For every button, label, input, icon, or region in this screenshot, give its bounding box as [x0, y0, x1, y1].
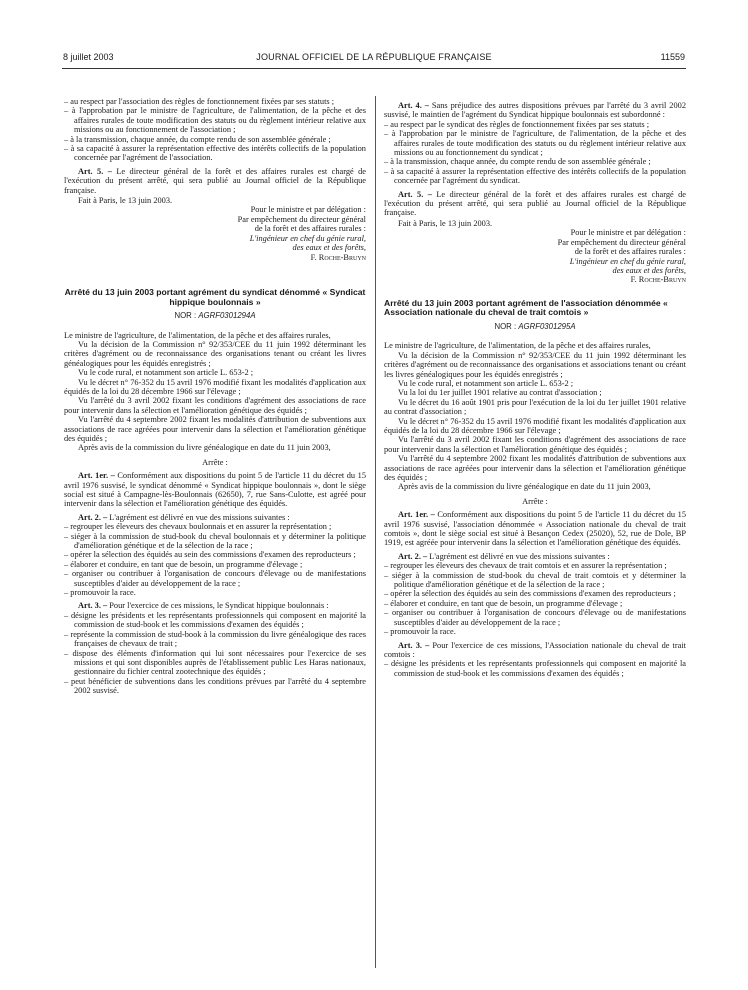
signature-line: Par empêchement du directeur général	[557, 237, 686, 247]
right-nor-reference	[384, 322, 686, 331]
list-item: – promouvoir la race.	[384, 627, 686, 636]
left-arrete-heading: Arrête :	[202, 457, 228, 467]
list-item: – siéger à la commission de stud-book du cheval de trait comtois et y déterminer la politique d'amélioration génétique et de la sélection de la race ;	[384, 571, 686, 590]
signature-line: de la forêt et des affaires rurales :	[254, 224, 366, 234]
left-article-3-list	[64, 611, 366, 696]
article-text: L'agrément est délivré en vue des missions suivantes :	[429, 551, 610, 561]
header-rule	[62, 68, 686, 69]
preamble-paragraph: Vu le code rural, et notamment son article L. 653-2 ;	[398, 378, 574, 388]
list-item: – opérer la sélection des équidés au sein des commissions d'examen des reproducteurs ;	[64, 550, 366, 559]
right-article-4	[384, 101, 686, 120]
right-decree-title: Arrêté du 13 juin 2003 portant agrément de l'association dénommée « Association nationale du cheval de trait comtois »	[384, 297, 668, 318]
nor-label: NOR :	[494, 321, 517, 331]
header-journal-title: JOURNAL OFFICIEL DE LA RÉPUBLIQUE FRANÇAISE	[256, 52, 492, 62]
preamble-paragraph: Vu le code rural, et notamment son article L. 653-2 ;	[78, 368, 254, 378]
nor-code: AGRF0301294A	[198, 311, 256, 321]
signature-line: Pour le ministre et par délégation :	[250, 205, 366, 215]
article-label: Art. 1er. –	[78, 471, 115, 481]
list-item: – organiser ou contribuer à l'organisation de concours d'élevage ou de manifestations susceptibles d'aider au développement de la race ;	[384, 608, 686, 627]
list-item: – à sa capacité à assurer la représentation effective des intérêts collectifs de la population concernée par l'agrément de l'association.	[64, 144, 366, 163]
article-text: Le directeur général de la forêt et des affaires rurales est chargé de l'exécution du présent arrêté, qui sera publié au Journal officiel de la République française.	[384, 189, 686, 218]
preamble-paragraph: Vu la décision de la Commission n° 92/353/CEE du 11 juin 1992 déterminant les critères d'agrément ou de reconnaissance des organisations tenant ou créant les livres généalogiques pour les équidés enregistrés ;	[64, 339, 366, 368]
preamble-paragraph: Vu le décret du 16 août 1901 pris pour l'exécution de la loi du 1er juillet 1901 relative au contrat d'association ;	[384, 397, 686, 417]
article-label: Art. 1er. –	[398, 510, 435, 520]
left-done-at: Fait à Paris, le 13 juin 2003.	[78, 196, 173, 206]
article-text: L'agrément est délivré en vue des missions suivantes :	[109, 512, 290, 522]
list-item: – à la transmission, chaque année, du compte rendu de son assemblée générale ;	[384, 157, 686, 166]
article-text: Conformément aux dispositions du point 5 de l'article 11 du décret du 15 avril 1976 susvisé, le syndicat dénommé « Syndicat hippique boulonnais », dont le siège social est situé à Campagne-lès-Boulonnais (62650), 7, rue Sans-Culotte, est agréé pour intervenir dans la sélection et l'amélioration génétique des équidés.	[64, 471, 366, 509]
column-divider	[375, 96, 376, 968]
preamble-paragraph: Le ministre de l'agriculture, de l'alimentation, de la pêche et des affaires rurales,	[384, 341, 651, 351]
list-item: – à la transmission, chaque année, du compte rendu de son assemblée générale ;	[64, 135, 366, 144]
list-item: – peut bénéficier de subventions dans les conditions prévues par l'arrêté du 4 septembre 2002 susvisé.	[64, 677, 366, 696]
list-item: – désigne les présidents et les représentants professionnels qui composent en majorité la commission de stud-book et les commissions d'examen des équidés ;	[64, 611, 366, 630]
right-article-3	[384, 641, 686, 660]
article-text: Sans préjudice des autres dispositions prévues par l'arrêté du 3 avril 2002 susvisé, le maintien de l'agrément du Syndicat hippique boulonnais est subordonné :	[384, 101, 686, 120]
left-column	[64, 97, 366, 696]
article-text: Pour l'exercice de ces missions, le Syndicat hippique boulonnais :	[109, 601, 329, 611]
article-text: Conformément aux dispositions du point 5 de l'article 11 du décret du 15 avril 1976 susvisé, l'association dénommée « Association nationale du cheval de trait comtois », dont le siège social est situé à Besançon Cedex (25020), 52, rue de Dole, BP 1919, est agréée pour intervenir dans la sélection et l'amélioration génétique des équidés.	[384, 510, 686, 548]
signatory-name: F. Roche-Bruyn	[310, 252, 366, 262]
preamble-paragraph: Après avis de la commission du livre généalogique en date du 11 juin 2003,	[398, 482, 651, 492]
article-label: Art. 5. –	[78, 166, 112, 176]
list-item: – siéger à la commission de stud-book du cheval boulonnais et y déterminer la politique d'amélioration génétique et de la sélection de la race ;	[64, 532, 366, 551]
right-article-1	[384, 510, 686, 548]
right-done-at: Fait à Paris, le 13 juin 2003.	[398, 218, 493, 228]
preamble-paragraph: Le ministre de l'agriculture, de l'alimentation, de la pêche et des affaires rurales,	[64, 330, 331, 340]
signature-line: de la forêt et des affaires rurales :	[574, 247, 686, 257]
list-item: – désigne les présidents et les représentants professionnels qui composent en majorité la commission de stud-book et les commissions d'examen des équidés ;	[384, 659, 686, 678]
right-article-5	[384, 190, 686, 218]
left-article-3	[64, 601, 366, 610]
list-item: – élaborer et conduire, en tant que de besoin, un programme d'élevage ;	[384, 599, 686, 608]
list-item: – organiser ou contribuer à l'organisation de concours d'élevage ou de manifestations susceptibles d'aider au développement de la race ;	[64, 569, 366, 588]
list-item: – élaborer et conduire, en tant que de besoin, un programme d'élevage ;	[64, 560, 366, 569]
left-article-2	[64, 513, 366, 522]
right-article-2	[384, 552, 686, 561]
article-text: Pour l'exercice de ces missions, l'Association nationale du cheval de trait comtois :	[384, 640, 686, 659]
preamble-paragraph: Vu la loi du 1er juillet 1901 relative au contrat d'association ;	[398, 388, 602, 398]
preamble-paragraph: Vu l'arrêté du 3 avril 2002 fixant les conditions d'agrément des associations de race pour intervenir dans la sélection et l'amélioration génétique des équidés ;	[384, 435, 686, 454]
list-item: – au respect par le syndicat des règles de fonctionnement fixées par ses statuts ;	[384, 120, 686, 129]
preamble-paragraph: Vu le décret n° 76-352 du 15 avril 1976 modifié fixant les modalités d'application aux équidés de la loi du 28 décembre 1966 sur l'élevage ;	[384, 416, 686, 435]
left-signature-block	[64, 205, 366, 261]
article-label: Art. 2. –	[398, 551, 428, 561]
left-article-1	[64, 471, 366, 509]
list-item: – à l'approbation par le ministre de l'agriculture, de l'alimentation, de la pêche et des affaires rurales de toute modification des statuts ou du règlement intérieur relative aux missions ou au fonctionnement de l'association ;	[64, 106, 366, 134]
signatory-name: F. Roche-Bruyn	[630, 275, 686, 285]
article-text: Le directeur général de la forêt et des affaires rurales est chargé de l'exécution du présent arrêté, qui sera publié au Journal officiel de la République française.	[64, 166, 366, 195]
nor-code: AGRF0301295A	[518, 321, 576, 331]
right-column	[384, 97, 686, 678]
preamble-paragraph: Vu l'arrêté du 4 septembre 2002 fixant les modalités d'attribution de subventions aux associations de race agréées pour intervenir dans la sélection et l'amélioration génétique des équidés ;	[64, 415, 366, 443]
article-label: Art. 3. –	[398, 640, 430, 650]
signature-line: L'ingénieur en chef du génie rural,	[249, 233, 366, 243]
header-page-number: 11559	[660, 52, 685, 62]
list-item: – dispose des éléments d'information qui lui sont nécessaires pour l'exercice de ses missions et qui sont disponibles auprès de l'établissement public Les Haras nationaux, gestionnaire du fichier central zootechnique des équidés ;	[64, 649, 366, 677]
list-item: – à sa capacité à assurer la représentation effective des intérêts collectifs de la population concernée par l'agrément du syndicat.	[384, 167, 686, 186]
signature-line: des eaux et des forêts,	[292, 243, 366, 253]
running-header	[63, 52, 685, 66]
signature-line: des eaux et des forêts,	[612, 265, 686, 275]
article-label: Art. 4. –	[398, 101, 429, 110]
right-signature-block	[384, 228, 686, 284]
signature-line: Par empêchement du directeur général	[237, 214, 366, 224]
preamble-paragraph: Vu le décret n° 76-352 du 15 avril 1976 modifié fixant les modalités d'application aux équidés de la loi du 28 décembre 1966 sur l'élevage ;	[64, 377, 366, 396]
left-nor-reference	[64, 311, 366, 320]
preamble-paragraph: Vu l'arrêté du 3 avril 2002 fixant les conditions d'agrément des associations de race pour intervenir dans la sélection et l'amélioration génétique des équidés ;	[64, 396, 366, 415]
article-label: Art. 2. –	[78, 512, 108, 522]
left-article-5	[64, 167, 366, 195]
preamble-paragraph: Vu la décision de la Commission n° 92/353/CEE du 11 juin 1992 déterminant les critères d'agrément ou de reconnaissance des organisations et associations tenant ou créant les livres généalogiques pour les équidés enregistrés ;	[384, 350, 686, 379]
list-item: – opérer la sélection des équidés au sein des commissions d'examen des reproducteurs ;	[384, 589, 686, 598]
right-article-3-list	[384, 659, 686, 678]
signature-line: Pour le ministre et par délégation :	[570, 228, 686, 238]
left-top-bullets	[64, 97, 366, 163]
right-arrete-heading: Arrête :	[522, 496, 548, 506]
preamble-paragraph: Vu l'arrêté du 4 septembre 2002 fixant les modalités d'attribution de subventions aux associations de race agréées pour intervenir dans la sélection et l'amélioration génétique des équidés ;	[384, 454, 686, 482]
list-item: – regrouper les éleveurs des chevaux boulonnais et en assurer la représentation ;	[64, 522, 366, 531]
right-article-2-list	[384, 561, 686, 636]
list-item: – promouvoir la race.	[64, 588, 366, 597]
article-label: Art. 3. –	[78, 601, 108, 611]
list-item: – regrouper les éleveurs des chevaux de trait comtois et en assurer la représentation ;	[384, 561, 686, 570]
right-article-4-list	[384, 120, 686, 186]
article-label: Art. 5. –	[398, 189, 432, 199]
list-item: – représente la commission de stud-book à la commission du livre généalogique des races françaises de chevaux de trait ;	[64, 630, 366, 649]
list-item: – à l'approbation par le ministre de l'agriculture, de l'alimentation, de la pêche et des affaires rurales de toute modification des statuts ou du règlement intérieur relative aux missions ou au fonctionnement du syndicat ;	[384, 129, 686, 157]
left-decree-title: Arrêté du 13 juin 2003 portant agrément du syndicat dénommé « Syndicat hippique boulonnais »	[64, 286, 366, 307]
left-article-2-list	[64, 522, 366, 597]
signature-line: L'ingénieur en chef du génie rural,	[569, 256, 686, 266]
nor-label: NOR :	[174, 311, 197, 321]
preamble-paragraph: Après avis de la commission du livre généalogique en date du 11 juin 2003,	[78, 443, 331, 453]
list-item: – au respect par l'association des règles de fonctionnement fixées par ses statuts ;	[64, 97, 366, 106]
header-date: 8 juillet 2003	[63, 52, 114, 62]
